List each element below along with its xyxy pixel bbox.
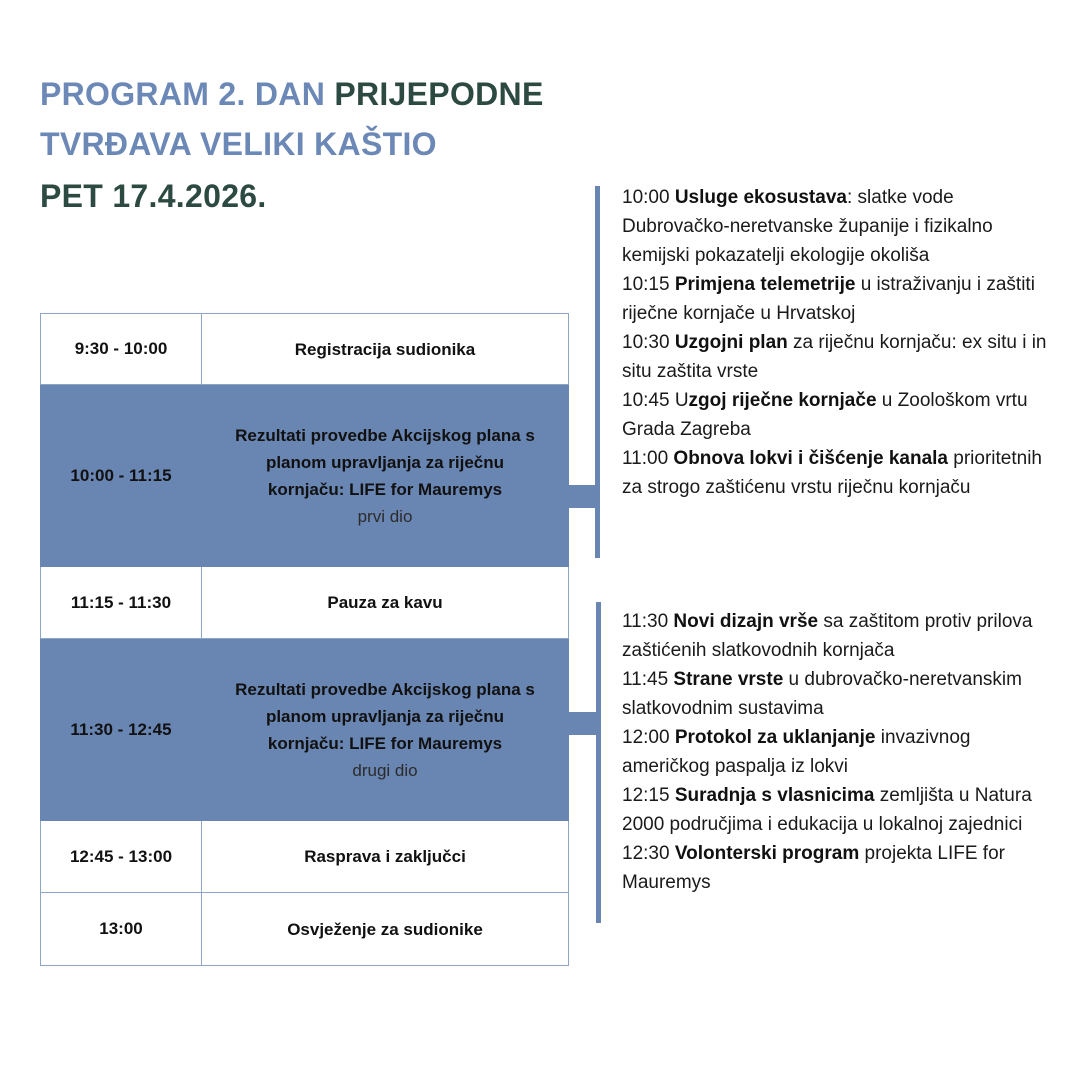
title-line-1 [40,74,544,114]
talks-list-part2 [622,607,1052,897]
schedule-time: 9:30 - 10:00 [41,314,202,384]
talk-item [622,665,1052,723]
talk-time: 10:30 [622,332,675,353]
title-venue: TVRĐAVA VELIKI KAŠTIO [40,126,437,162]
schedule-row [40,893,569,966]
talk-item [622,270,1052,328]
schedule-time: 11:15 - 11:30 [41,567,202,638]
schedule-title-cell [202,639,568,820]
schedule-title: Rasprava i zaključci [304,847,466,866]
schedule-subtitle: prvi dio [357,506,413,526]
title-program-day: PROGRAM 2. DAN [40,76,326,112]
talk-title: Obnova lokvi i čišćenje kanala [673,448,948,469]
connector-horizontal-2 [568,712,598,735]
talk-time: 11:45 [622,669,674,690]
connector-horizontal-1 [568,485,597,508]
talk-item [622,183,1052,270]
schedule-title-cell [202,567,568,638]
bracket-bar-2 [596,602,601,923]
talk-item [622,386,1052,444]
talk-item [622,781,1052,839]
talk-desc: u Zoološkom vrtu Grada Zagreba [622,390,1028,440]
talk-desc: za riječnu kornjaču: ex situ i in situ zaštita vrste [622,332,1047,382]
talk-desc: zemljišta u Natura 2000 područjima i edukacija u lokalnoj zajednici [622,785,1032,835]
title-date: PET 17.4.2026. [40,178,267,214]
talk-desc: invazivnog američkog paspalja iz lokvi [622,727,971,777]
schedule-title: Rezultati provedbe Akcijskog plana s planom upravljanja za riječnu kornjaču: LIFE for Mauremys [235,425,535,499]
talk-title: Protokol za uklanjanje [674,727,876,748]
talk-title: Primjena telemetrije [674,274,856,295]
talk-title: Strane vrste [673,669,784,690]
schedule-title: Pauza za kavu [327,593,443,612]
talk-item [622,723,1052,781]
talk-desc: sa zaštitom protiv prilova zaštićenih slatkovodnih kornjača [622,611,1033,661]
schedule-time: 11:30 - 12:45 [41,639,202,820]
talk-desc: u istraživanju i zaštiti riječne kornjače u Hrvatskoj [622,274,1035,324]
schedule-title: Rezultati provedbe Akcijskog plana s planom upravljanja za riječnu kornjaču: LIFE for Mauremys [235,679,535,753]
schedule-title: Registracija sudionika [294,339,476,359]
talk-title: zgoj riječne kornjače [688,390,877,411]
talk-time: 12:00 [622,727,675,748]
schedule-subtitle: drugi dio [352,760,418,780]
schedule-row [40,313,569,385]
talk-time: 10:45 U [622,390,689,411]
schedule-title: Osvježenje za sudionike [287,919,483,939]
talk-desc: : slatke vode Dubrovačko-neretvanske županije i fizikalno kemijski pokazatelji ekologije okoliša [622,187,993,266]
schedule-row-highlight [40,385,569,567]
talk-desc: projekta LIFE for Mauremys [622,843,1005,893]
talk-item [622,328,1052,386]
talk-desc: prioritetnih za strogo zaštićenu vrstu riječnu kornjaču [622,448,1042,498]
talk-item [622,607,1052,665]
talk-time: 10:00 [622,187,675,208]
talk-title: Volonterski program [674,843,860,864]
schedule-title-cell [202,893,568,965]
talk-time: 10:15 [622,274,675,295]
schedule-title-cell [202,385,568,566]
talk-time: 12:15 [622,785,675,806]
talk-title: Usluge ekosustava [674,187,847,208]
talk-time: 11:00 [622,448,674,469]
bracket-bar-1 [595,186,600,558]
schedule-row [40,567,569,639]
schedule-title-cell [202,314,568,384]
schedule-row-highlight [40,639,569,821]
schedule-time: 13:00 [41,893,202,965]
schedule-row [40,821,569,893]
talk-title: Suradnja s vlasnicima [674,785,875,806]
talk-time: 12:30 [622,843,675,864]
talk-title: Uzgojni plan [674,332,788,353]
schedule-title-cell [202,821,568,892]
schedule-time: 12:45 - 13:00 [41,821,202,892]
talk-desc: u dubrovačko-neretvanskim slatkovodnim sustavima [622,669,1022,719]
talk-item [622,444,1052,502]
talks-list-part1 [622,183,1052,502]
schedule-time: 10:00 - 11:15 [41,385,202,566]
talk-title: Novi dizajn vrše [673,611,819,632]
talk-item [622,839,1052,897]
talk-time: 11:30 [622,611,674,632]
title-session: PRIJEPODNE [334,76,544,112]
schedule-table [40,313,569,966]
